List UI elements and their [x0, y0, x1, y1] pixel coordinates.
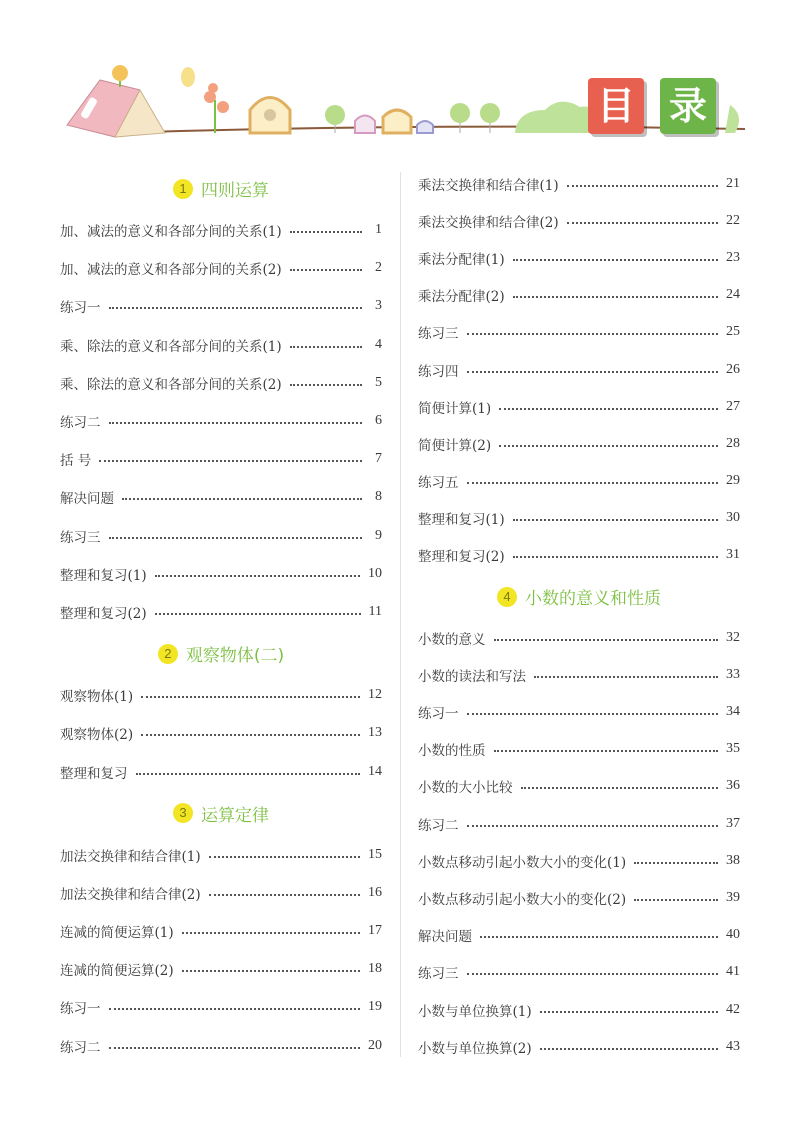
toc-entry[interactable] — [418, 351, 740, 388]
entry-page-number: 26 — [726, 361, 740, 377]
entry-title: 加法交换律和结合律(1) — [60, 848, 201, 865]
section-number-badge: 1 — [173, 179, 193, 199]
entry-title: 小数与单位换算(2) — [418, 1040, 532, 1057]
entry-title: 整理和复习(1) — [60, 567, 147, 584]
dot-leader — [290, 346, 362, 348]
entry-title: 简便计算(1) — [418, 400, 492, 417]
toc-entry[interactable] — [418, 954, 740, 991]
dot-leader — [290, 269, 362, 271]
entry-title: 解决问题 — [418, 929, 472, 946]
section-heading — [60, 631, 382, 676]
toc-entry[interactable] — [418, 917, 740, 954]
column-divider — [400, 172, 401, 1057]
entry-title: 整理和复习(1) — [418, 512, 505, 529]
toc-entry[interactable] — [418, 202, 740, 239]
toc-entry[interactable] — [418, 805, 740, 842]
book-icon — [67, 80, 165, 137]
entry-page-number: 5 — [375, 374, 382, 390]
toc-entry[interactable] — [60, 988, 382, 1026]
entry-title: 整理和复习(2) — [60, 605, 147, 622]
entry-title: 连减的简便运算(1) — [60, 925, 174, 942]
header-illustration — [55, 55, 755, 145]
toc-entry[interactable] — [418, 314, 740, 351]
entry-title: 练习三 — [418, 326, 459, 343]
toc-entry[interactable] — [60, 752, 382, 790]
entry-page-number: 2 — [375, 260, 382, 276]
house-icon — [250, 98, 290, 134]
entry-page-number: 4 — [375, 336, 382, 352]
entry-title: 加法交换律和结合律(2) — [60, 886, 201, 903]
toc-entry[interactable] — [418, 388, 740, 425]
toc-entry[interactable] — [418, 537, 740, 574]
toc-entry[interactable] — [418, 693, 740, 730]
toc-entry[interactable] — [418, 425, 740, 462]
entry-title: 乘法交换律和结合律(1) — [418, 177, 559, 194]
dot-leader — [136, 773, 361, 775]
toc-entry[interactable] — [418, 619, 740, 656]
section-number-badge: 4 — [497, 587, 517, 607]
entry-page-number: 14 — [368, 763, 382, 779]
toc-entry[interactable] — [418, 656, 740, 693]
section-heading — [60, 791, 382, 836]
toc-entry[interactable] — [60, 555, 382, 593]
toc-entry[interactable] — [418, 1028, 740, 1065]
section-title: 运算定律 — [201, 805, 269, 826]
section-number-badge: 3 — [173, 803, 193, 823]
dot-leader — [567, 185, 718, 187]
toc-entry[interactable] — [60, 912, 382, 950]
dot-leader — [109, 537, 363, 539]
toc-entry[interactable] — [418, 731, 740, 768]
dot-leader — [99, 460, 362, 462]
entry-page-number: 35 — [726, 741, 740, 757]
entry-title: 小数的意义 — [418, 631, 486, 648]
entry-title: 练习一 — [60, 300, 101, 317]
entry-page-number: 13 — [368, 725, 382, 741]
toc-entry[interactable] — [418, 879, 740, 916]
entry-title: 括 号 — [60, 453, 92, 470]
entry-page-number: 23 — [726, 249, 740, 265]
entry-page-number: 9 — [375, 527, 382, 543]
toc-entry[interactable] — [418, 991, 740, 1028]
entry-title: 乘、除法的意义和各部分间的关系(2) — [60, 376, 282, 393]
dot-leader — [109, 422, 363, 424]
entry-page-number: 32 — [726, 629, 740, 645]
entry-title: 小数的读法和写法 — [418, 668, 526, 685]
entry-page-number: 11 — [368, 603, 382, 619]
dot-leader — [467, 333, 719, 335]
logo-char-lu: 录 — [660, 78, 716, 134]
toc-entry[interactable] — [60, 440, 382, 478]
dot-leader — [494, 639, 719, 641]
toc-entry[interactable] — [418, 768, 740, 805]
entry-title: 小数的性质 — [418, 743, 486, 760]
entry-title: 练习四 — [418, 363, 459, 380]
dot-leader — [467, 371, 719, 373]
entry-page-number: 6 — [375, 413, 382, 429]
dot-leader — [513, 259, 718, 261]
entry-page-number: 39 — [726, 889, 740, 905]
toc-entry[interactable] — [60, 211, 382, 249]
entry-page-number: 10 — [368, 565, 382, 581]
dot-leader — [122, 498, 362, 500]
butterfly-icon — [181, 67, 195, 87]
dot-leader — [109, 307, 363, 309]
toc-entry[interactable] — [60, 874, 382, 912]
entry-page-number: 7 — [375, 451, 382, 467]
dot-leader — [567, 222, 718, 224]
entry-page-number: 30 — [726, 510, 740, 526]
dot-leader — [467, 825, 719, 827]
entry-page-number: 27 — [726, 398, 740, 414]
entry-title: 小数的大小比较 — [418, 780, 513, 797]
entry-title: 练习二 — [60, 415, 101, 432]
entry-page-number: 12 — [368, 687, 382, 703]
entry-title: 小数点移动引起小数大小的变化(1) — [418, 854, 627, 871]
entry-title: 连减的简便运算(2) — [60, 963, 174, 980]
entry-title: 小数点移动引起小数大小的变化(2) — [418, 891, 627, 908]
entry-page-number: 31 — [726, 547, 740, 563]
dot-leader — [534, 676, 718, 678]
entry-title: 乘法分配律(2) — [418, 289, 505, 306]
toc-entry[interactable] — [60, 517, 382, 555]
entry-page-number: 25 — [726, 324, 740, 340]
entry-page-number: 36 — [726, 778, 740, 794]
toc-entry[interactable] — [60, 249, 382, 287]
entry-title: 乘、除法的意义和各部分间的关系(1) — [60, 338, 282, 355]
entry-title: 乘法分配律(1) — [418, 251, 505, 268]
entry-title: 练习三 — [60, 529, 101, 546]
dot-leader — [182, 970, 360, 972]
dot-leader — [634, 862, 718, 864]
entry-title: 练习二 — [60, 1039, 101, 1056]
toc-entry[interactable] — [60, 714, 382, 752]
toc-entry[interactable] — [418, 463, 740, 500]
toc-entry[interactable] — [60, 1027, 382, 1065]
entry-page-number: 33 — [726, 666, 740, 682]
dot-leader — [513, 296, 718, 298]
entry-page-number: 24 — [726, 287, 740, 303]
dot-leader — [499, 408, 718, 410]
entry-page-number: 17 — [368, 923, 382, 939]
entry-title: 整理和复习(2) — [418, 549, 505, 566]
entry-page-number: 42 — [726, 1001, 740, 1017]
dot-leader — [141, 696, 360, 698]
toc-entry[interactable] — [418, 165, 740, 202]
entry-page-number: 38 — [726, 852, 740, 868]
entry-page-number: 41 — [726, 964, 740, 980]
entry-page-number: 43 — [726, 1038, 740, 1054]
toc-entry[interactable] — [60, 950, 382, 988]
entry-page-number: 34 — [726, 704, 740, 720]
section-title: 小数的意义和性质 — [525, 589, 661, 610]
entry-page-number: 16 — [368, 884, 382, 900]
entry-page-number: 21 — [726, 175, 740, 191]
logo-char-mu: 目 — [588, 78, 644, 134]
toc-entry[interactable] — [60, 676, 382, 714]
dot-leader — [141, 734, 360, 736]
toc-entry[interactable] — [60, 287, 382, 325]
dot-leader — [155, 575, 360, 577]
dot-leader — [513, 519, 718, 521]
dot-leader — [467, 713, 719, 715]
dot-leader — [540, 1011, 718, 1013]
section-heading — [60, 166, 382, 211]
section-title: 观察物体(二) — [185, 646, 285, 667]
entry-page-number: 29 — [726, 473, 740, 489]
dot-leader — [290, 231, 362, 233]
entry-title: 练习二 — [418, 817, 459, 834]
tulips-icon — [204, 83, 229, 133]
toc-right-column — [418, 165, 740, 1065]
entry-page-number: 18 — [368, 961, 382, 977]
entry-title: 解决问题 — [60, 491, 114, 508]
entry-title: 加、减法的意义和各部分间的关系(1) — [60, 224, 282, 241]
entry-title: 练习一 — [60, 1001, 101, 1018]
dot-leader — [634, 899, 718, 901]
toc-entry[interactable] — [60, 326, 382, 364]
toc-entry[interactable] — [60, 402, 382, 440]
dot-leader — [521, 787, 719, 789]
dot-leader — [499, 445, 718, 447]
dot-leader — [513, 556, 718, 558]
entry-page-number: 19 — [368, 999, 382, 1015]
entry-page-number: 8 — [375, 489, 382, 505]
entry-title: 整理和复习 — [60, 765, 128, 782]
entry-page-number: 37 — [726, 815, 740, 831]
dot-leader — [467, 482, 719, 484]
toc-entry[interactable] — [60, 478, 382, 516]
toc-entry[interactable] — [418, 500, 740, 537]
dot-leader — [494, 750, 719, 752]
entry-title: 练习三 — [418, 966, 459, 983]
toc-left-column — [60, 166, 382, 1065]
entry-title: 乘法交换律和结合律(2) — [418, 214, 559, 231]
entry-page-number: 22 — [726, 212, 740, 228]
entry-page-number: 1 — [375, 222, 382, 238]
entry-page-number: 28 — [726, 435, 740, 451]
entry-page-number: 40 — [726, 927, 740, 943]
section-heading — [418, 574, 740, 619]
entry-title: 加、减法的意义和各部分间的关系(2) — [60, 262, 282, 279]
section-title: 四则运算 — [201, 181, 269, 201]
toc-entry[interactable] — [60, 836, 382, 874]
entry-page-number: 3 — [375, 298, 382, 314]
dot-leader — [109, 1008, 361, 1010]
entry-title: 观察物体(2) — [60, 727, 134, 744]
toc-entry[interactable] — [418, 277, 740, 314]
entry-title: 练习五 — [418, 475, 459, 492]
entry-title: 观察物体(1) — [60, 689, 134, 706]
toc-entry[interactable] — [418, 239, 740, 276]
dot-leader — [480, 936, 718, 938]
section-number-badge: 2 — [158, 644, 178, 664]
toc-entry[interactable] — [60, 364, 382, 402]
dot-leader — [109, 1047, 361, 1049]
entry-title: 练习一 — [418, 706, 459, 723]
entry-page-number: 20 — [368, 1037, 382, 1053]
entry-page-number: 15 — [368, 846, 382, 862]
dot-leader — [290, 384, 362, 386]
dot-leader — [209, 856, 360, 858]
entry-title: 简便计算(2) — [418, 437, 492, 454]
toc-entry[interactable] — [418, 842, 740, 879]
dot-leader — [209, 894, 360, 896]
dot-leader — [155, 613, 361, 615]
entry-title: 小数与单位换算(1) — [418, 1003, 532, 1020]
toc-entry[interactable] — [60, 593, 382, 631]
dot-leader — [540, 1048, 718, 1050]
dot-leader — [182, 932, 360, 934]
dot-leader — [467, 973, 719, 975]
